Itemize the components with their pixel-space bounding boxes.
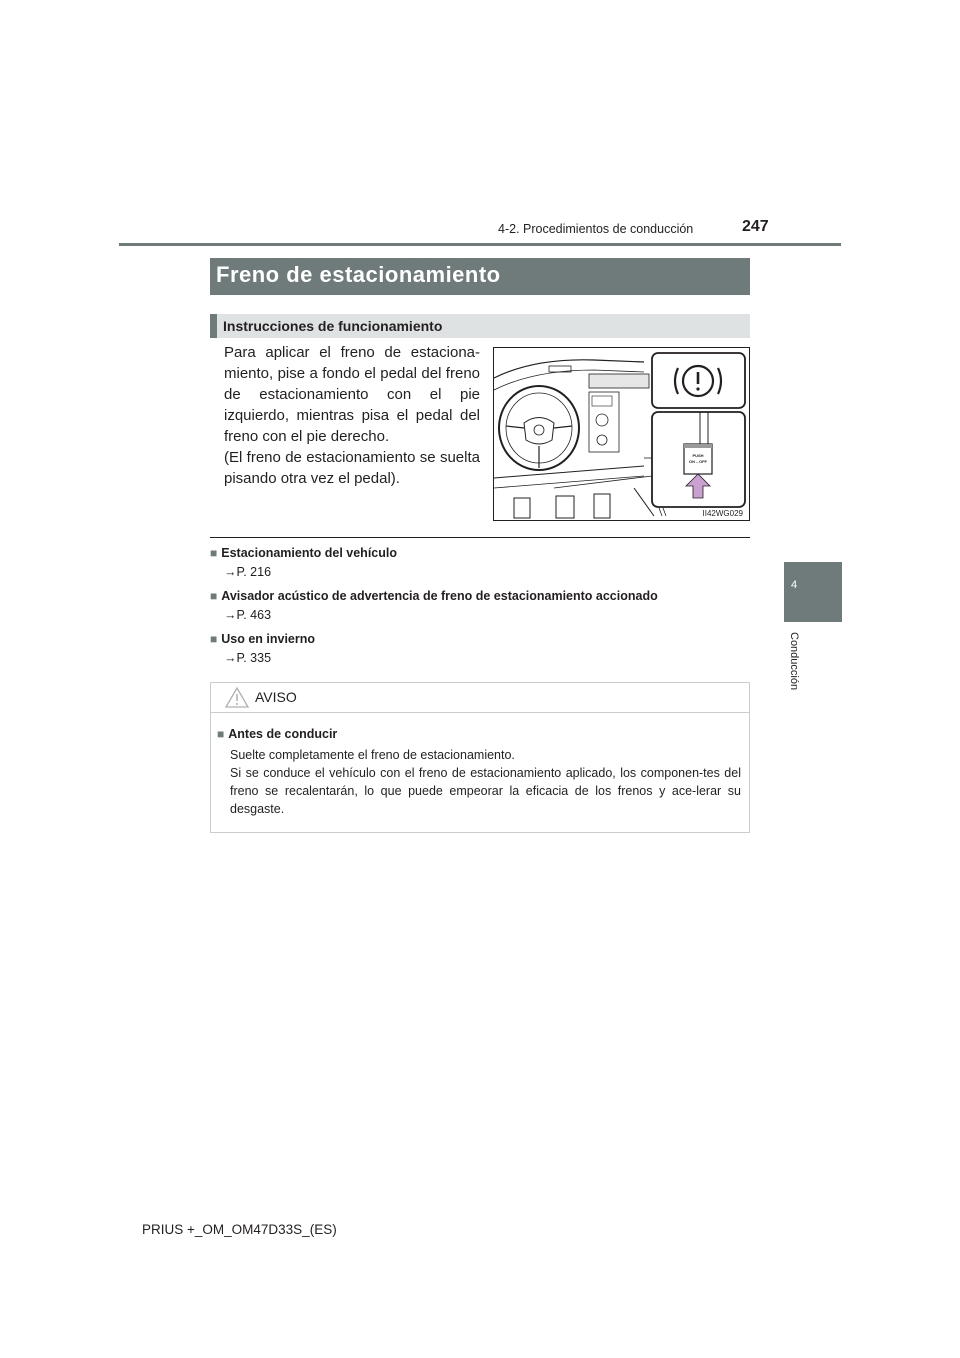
subsection-bar [210,314,750,338]
parking-brake-illustration [493,347,750,521]
subsection-title: Instrucciones de funcionamiento [223,318,443,334]
square-bullet-icon: ■ [210,546,218,560]
caution-label: AVISO [255,689,297,705]
notes-list [210,545,750,674]
illustration-code: II42WG029 [702,509,743,518]
caution-line-1: Suelte completamente el freno de estacionamiento. [230,748,515,762]
chapter-number: 4 [790,579,798,591]
page-title-bar [210,258,750,295]
page-title: Freno de estacionamiento [216,262,501,287]
brake-warning-icon [652,353,745,408]
document-footer: PRIUS +_OM_OM47D33S_(ES) [142,1222,337,1237]
note-heading: Estacionamiento del vehículo [221,546,397,560]
square-bullet-icon: ■ [217,727,225,741]
page-reference-link[interactable]: →P. 335 [224,651,272,665]
page-number: 247 [742,218,769,235]
pedal-icon [514,488,654,518]
section-label: 4-2. Procedimientos de conducción [498,222,694,236]
header-divider [119,243,841,246]
square-bullet-icon: ■ [210,589,218,603]
caution-box [210,682,750,833]
chapter-label-text: Conducción [788,632,800,691]
caution-title: Antes de conducir [228,727,338,741]
chapter-label [787,632,803,712]
note-heading: Avisador acústico de advertencia de freno de estacionamiento accionado [221,589,658,603]
caution-line-2: Si se conduce el vehículo con el freno de estacionamiento aplicado, los componen-tes del freno se recalentarán, lo que puede empeorar la eficacia de los frenos y ace-lerar su desgaste. [230,766,741,816]
list-item [210,545,750,583]
steering-wheel-icon [499,386,579,470]
note-heading: Uso en invierno [221,632,316,646]
caution-header [211,683,749,713]
pedal-push-label: PUSH [692,453,704,458]
list-item [210,588,750,626]
list-item [210,631,750,669]
section-divider [210,537,750,538]
page-reference-link[interactable]: →P. 463 [224,608,272,622]
pedal-callout [652,412,745,507]
caution-body [211,713,749,818]
dashboard-drawing [494,348,749,520]
chapter-tab[interactable] [784,562,842,622]
page-reference-link[interactable]: →P. 216 [224,565,272,579]
square-bullet-icon: ■ [210,632,218,646]
instructions-text [224,342,480,489]
instructions-paragraph: Para aplicar el freno de estaciona-miento, pise a fondo el pedal del freno de estacionamiento con el pie izquierdo, mientras pisa el pedal del freno con el pie derecho. [224,344,480,445]
warning-triangle-icon [225,686,249,708]
pedal-onoff-label: ON↔OFF [689,459,707,464]
instructions-note: (El freno de estacionamiento se suelta pisando otra vez el pedal). [224,449,480,487]
